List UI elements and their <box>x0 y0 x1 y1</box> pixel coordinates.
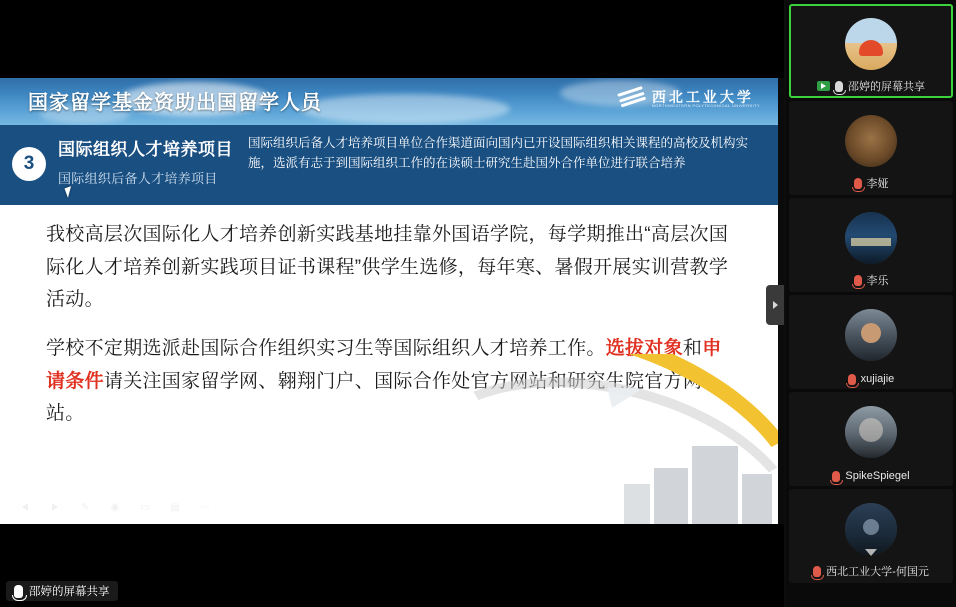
slide-body <box>0 205 778 431</box>
microphone-muted-icon <box>832 471 840 482</box>
avatar <box>845 503 897 555</box>
participant-name: SpikeSpiegel <box>845 470 910 482</box>
participant-strip[interactable] <box>786 0 956 607</box>
participant-tile[interactable] <box>789 392 953 486</box>
next-slide-button[interactable] <box>44 496 66 518</box>
screen-share-icon <box>817 81 830 91</box>
chevron-down-icon[interactable] <box>865 549 877 556</box>
highlight-application-conditions: 申请条件 <box>46 338 722 392</box>
spotlight-icon[interactable]: ◉ <box>104 496 126 518</box>
slide-toolbar[interactable] <box>0 490 778 524</box>
paragraph-2-part2: 和 <box>682 338 703 360</box>
collapse-panel-handle[interactable] <box>766 285 784 325</box>
ellipsis-icon[interactable]: ⋯ <box>194 496 216 518</box>
letterbox-bottom <box>0 524 784 607</box>
avatar <box>845 406 897 458</box>
slide-section-band <box>0 125 778 205</box>
letterbox-top <box>0 0 784 78</box>
notes-icon[interactable]: ▤ <box>164 496 186 518</box>
section-title: 国际组织人才培养项目 <box>58 140 233 159</box>
presentation-slide <box>0 78 778 524</box>
section-number: 3 <box>12 147 46 181</box>
chevron-right-icon <box>773 301 778 309</box>
previous-slide-button[interactable] <box>14 496 36 518</box>
slide-header-title: 国家留学基金资助出国留学人员 <box>28 92 322 114</box>
pen-icon[interactable]: ✎ <box>74 496 96 518</box>
avatar <box>845 212 897 264</box>
university-name-en: NORTHWESTERN POLYTECHNICAL UNIVERSITY <box>651 103 760 109</box>
participant-tile[interactable] <box>789 101 953 195</box>
participant-tile[interactable] <box>789 489 953 583</box>
mouse-cursor-icon <box>65 186 75 198</box>
cloud-decoration <box>300 94 510 124</box>
microphone-muted-icon <box>813 566 821 577</box>
video-icon[interactable]: ▭ <box>134 496 156 518</box>
section-subtitle: 国际组织后备人才培养项目 <box>58 171 218 186</box>
participant-name: 李乐 <box>866 275 889 287</box>
paragraph-2-part3: 请关注国家留学网、翱翔门户、国际合作处官方网站和研究生院官方网站。 <box>46 370 703 425</box>
avatar <box>845 18 897 70</box>
university-name-cn: 西北工业大学 <box>651 88 754 105</box>
screen-share-status-bar <box>6 581 118 601</box>
microphone-icon <box>835 81 843 92</box>
participant-name: 邵婷的屏幕共享 <box>848 81 925 93</box>
microphone-muted-icon <box>854 178 862 189</box>
participant-tile[interactable] <box>789 295 953 389</box>
paragraph-2-part1: 学校不定期选派赴国际合作组织实习生等国际组织人才培养工作。 <box>46 338 606 360</box>
screen-share-status-label: 邵婷的屏幕共享 <box>29 586 110 598</box>
highlight-selection-target: 选拔对象 <box>605 338 683 360</box>
wings-icon <box>615 84 645 114</box>
microphone-icon <box>14 585 23 598</box>
microphone-muted-icon <box>848 374 856 385</box>
participant-name: 李娅 <box>866 178 889 190</box>
participant-tile[interactable] <box>789 198 953 292</box>
slide-header <box>0 78 778 125</box>
paragraph-2 <box>46 333 738 431</box>
university-logo <box>615 84 760 114</box>
microphone-muted-icon <box>854 275 862 286</box>
participant-name: 西北工业大学-何国元 <box>826 566 929 578</box>
participant-tile[interactable] <box>789 4 953 98</box>
avatar <box>845 309 897 361</box>
section-description: 国际组织后备人才培养项目单位合作渠道面向国内已开设国际组织相关课程的高校及机构实施，选派有志于到国际组织工作的在读硕士研究生赴国外合作单位进行联合培养 <box>248 136 749 171</box>
avatar <box>845 115 897 167</box>
participant-name: xujiajie <box>860 373 895 385</box>
paragraph-1: 我校高层次国际化人才培养创新实践基地挂靠外国语学院，每学期推出“高层次国际化人才培养创新实践项目证书课程”供学生选修，每年寒、暑假开展实训营教学活动。 <box>46 224 729 311</box>
